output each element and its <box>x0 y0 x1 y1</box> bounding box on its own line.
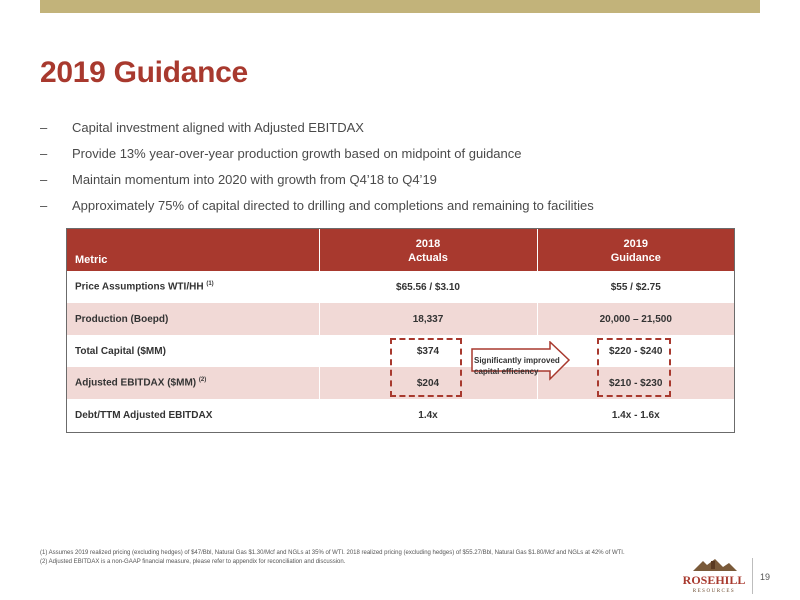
footnote-2: (2) Adjusted EBITDAX is a non-GAAP financial measure, please refer to appendix for reconciliation and discussion. <box>40 559 346 565</box>
rosehill-logo <box>683 557 745 595</box>
row-actual: $65.56 / $3.10 <box>319 271 537 303</box>
highlight-2018-capital-box <box>390 338 462 397</box>
svg-text:ROSEHILL: ROSEHILL <box>683 573 745 587</box>
footnote-1: (1) Assumes 2019 realized pricing (excluding hedges) of $47/Bbl, Natural Gas $1.30/Mcf and NGLs at 35% of WTI. 2018 realized pricing (excluding hedges) of $55.27/Bbl, Natural Gas $1.80/Mcf and NGLs at 42% of WTI. <box>40 550 625 556</box>
page-number: 19 <box>760 572 771 582</box>
bullet-item <box>40 172 740 198</box>
footnotes <box>40 549 740 567</box>
bullet-dash: – <box>40 198 48 213</box>
row-metric: Price Assumptions WTI/HH $^{(1)}$ <box>67 271 319 303</box>
bullet-text: Provide 13% year-over-year production growth based on midpoint of guidance <box>72 146 522 161</box>
bullet-text: Capital investment aligned with Adjusted EBITDAX <box>72 120 364 135</box>
top-accent-bar <box>40 0 760 13</box>
row-guidance: $55 / $2.75 <box>610 281 661 293</box>
row-metric: Production (Boepd) <box>67 303 319 335</box>
row-guidance: 20,000 – 21,500 <box>599 313 672 325</box>
bullet-item <box>40 198 740 224</box>
row-guidance: $220 - $240 <box>609 345 663 357</box>
table-header-row <box>67 229 734 271</box>
bullet-text: Approximately 75% of capital directed to drilling and completions and remaining to facilities <box>72 198 594 213</box>
bullet-item <box>40 120 740 146</box>
svg-text:RESOURCES: RESOURCES <box>692 589 736 594</box>
bullet-item <box>40 146 740 172</box>
row-actual: 18,337 <box>319 303 537 335</box>
row-actual: 1.4x <box>319 399 537 431</box>
row-actual: $374 <box>319 335 537 367</box>
header-2018-actuals: 2018 Actuals <box>319 229 537 271</box>
table-row <box>67 399 734 431</box>
row-metric: Adjusted EBITDAX ($MM) $^{(2)}$ <box>67 367 319 399</box>
row-metric: Total Capital ($MM) <box>67 335 319 367</box>
bullet-dash: – <box>40 120 48 135</box>
row-actual: $204 <box>319 367 537 399</box>
table-row <box>67 271 734 303</box>
row-guidance: 1.4x - 1.6x <box>611 409 660 421</box>
bullet-list <box>40 120 740 224</box>
guidance-table <box>66 228 735 433</box>
bullet-dash: – <box>40 172 48 187</box>
header-metric: Metric <box>67 229 319 271</box>
header-2019-guidance: 2019 Guidance <box>610 237 661 264</box>
callout-text: Significantly improved capital efficiency <box>474 356 560 376</box>
bullet-text: Maintain momentum into 2020 with growth from Q4’18 to Q4’19 <box>72 172 437 187</box>
table-row <box>67 303 734 335</box>
page-number-divider <box>752 558 753 594</box>
page-title: 2019 Guidance <box>40 56 248 89</box>
row-guidance: $210 - $230 <box>609 377 663 389</box>
row-metric: Debt/TTM Adjusted EBITDAX <box>67 399 319 431</box>
highlight-2019-capital-box <box>597 338 671 397</box>
bullet-dash: – <box>40 146 48 161</box>
